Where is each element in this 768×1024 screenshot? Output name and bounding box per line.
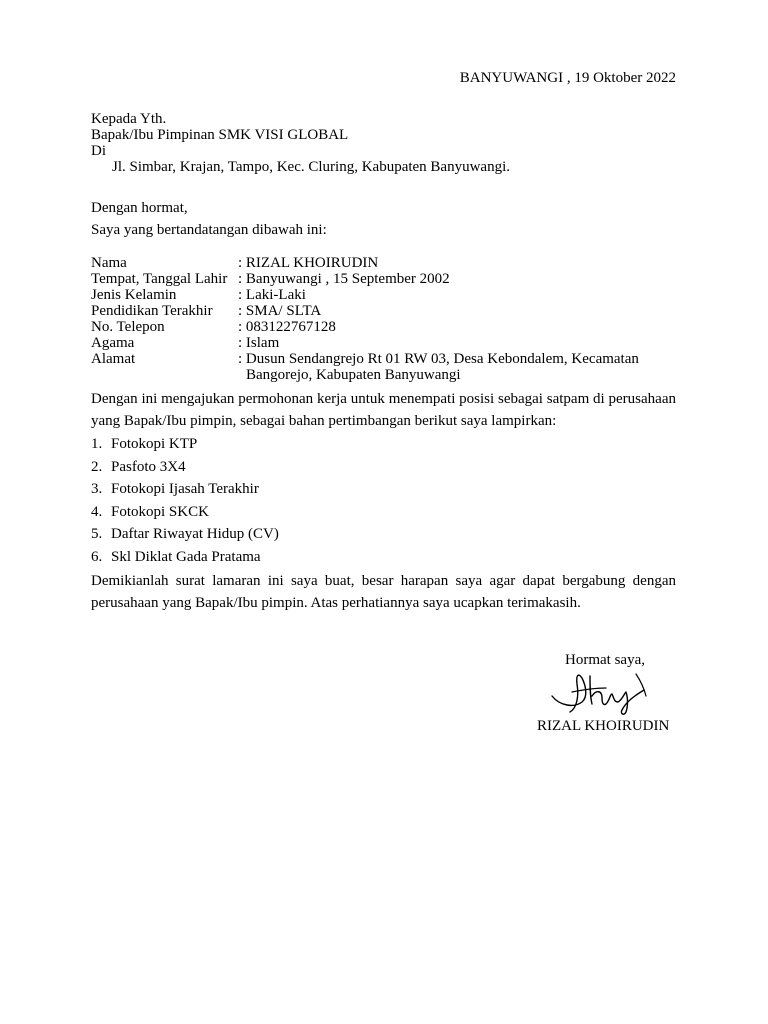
list-item [91,433,279,456]
detail-value [238,351,658,383]
list-item [91,546,279,569]
signature-graphic [548,666,660,718]
intro-line: Saya yang bertandatangan dibawah ini: [91,222,327,238]
closing-paragraph: Demikianlah surat lamaran ini saya buat, besar harapan saya agar dapat bergabung dengan perusahaan yang Bapak/Ibu pimpin. Atas perhatiannya saya ucapkan terimakasih. [91,573,676,611]
applicant-details [91,255,658,383]
detail-row [91,287,658,303]
detail-value: : 083122767128 [238,319,336,335]
list-text: Daftar Riwayat Hidup (CV) [111,526,279,543]
detail-value: : Banyuwangi , 15 September 2002 [238,271,450,287]
list-text: Skl Diklat Gada Pratama [111,548,261,565]
detail-row [91,351,658,383]
recipient-name: Bapak/Ibu Pimpinan SMK VISI GLOBAL [91,127,349,143]
greeting: Dengan hormat, [91,200,188,216]
list-number: 1. [91,436,103,452]
address-line-2: Bangorejo, Kabupaten Banyuwangi [246,367,461,383]
recipient-location-prefix: Di [91,143,106,159]
detail-row [91,335,658,351]
list-text: Fotokopi KTP [111,436,198,452]
recipient-salutation: Kepada Yth. [91,111,167,127]
detail-label: Pendidikan Terakhir [91,303,213,319]
closing-phrase: Hormat saya, [565,652,645,668]
detail-value: : Laki-Laki [238,287,306,303]
detail-row [91,319,658,335]
recipient-block [91,111,510,175]
list-item [91,456,279,479]
list-text: Pasfoto 3X4 [111,458,186,475]
detail-label: Agama [91,335,135,351]
list-number: 4. [91,503,103,520]
detail-value: : Islam [238,335,280,351]
details-table [91,255,658,383]
recipient-address: Jl. Simbar, Krajan, Tampo, Kec. Cluring, Kabupaten Banyuwangi. [112,159,510,175]
detail-value: : SMA/ SLTA [238,303,322,319]
detail-row [91,255,658,271]
list-number: 3. [91,481,103,498]
address-line-1: : Dusun Sendangrejo Rt 01 RW 03, Desa Kebondalem, Kecamatan [238,351,639,367]
list-item [91,501,279,524]
detail-value: : RIZAL KHOIRUDIN [238,255,379,271]
letter-date: BANYUWANGI , 19 Oktober 2022 [459,70,676,86]
list-item [91,478,279,501]
detail-label: Nama [91,255,127,271]
detail-label: Tempat, Tanggal Lahir [91,271,228,287]
attachment-list [91,433,279,569]
detail-label: Jenis Kelamin [91,287,177,303]
detail-label: Alamat [91,351,136,367]
list-text: Fotokopi SKCK [111,503,209,520]
detail-row [91,271,658,287]
detail-row [91,303,658,319]
list-number: 5. [91,526,103,543]
signer-name: RIZAL KHOIRUDIN [537,718,670,734]
list-text: Fotokopi Ijasah Terakhir [111,481,259,498]
detail-label: No. Telepon [91,319,165,335]
list-number: 2. [91,458,103,475]
list-number: 6. [91,548,103,565]
application-paragraph: Dengan ini mengajukan permohonan kerja untuk menempati posisi sebagai satpam di perusahaan yang Bapak/Ibu pimpin, sebagai bahan pertimbangan berikut saya lampirkan: [91,391,676,429]
list-item [91,523,279,546]
